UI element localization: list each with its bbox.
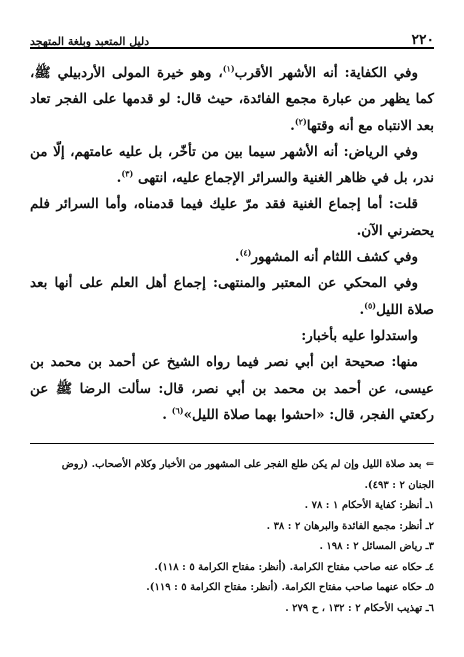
- footnote-item: ١ـ أنظر: كفاية الأحكام ١ : ٧٨ .: [304, 500, 434, 511]
- footnote-item: ٦ـ تهذيب الأحكام ٢ : ١٣٢ ، ح ٢٧٩ .: [285, 602, 434, 614]
- paragraph-end: .: [234, 249, 240, 266]
- paragraph-text: ، وهو خيرة المولى الأردبيلي ﷺ، كما يظهر من عبارة مجمع الفائدة، حيث قال: لو قدمها على الفجر تعاد بعد الانتباه مع أنه وقتها: [30, 65, 434, 134]
- paragraph-istadallu: واستدلوا عليه بأخبار:: [301, 327, 418, 344]
- header-rule: [30, 47, 434, 49]
- paragraph-end: .: [359, 301, 365, 318]
- paragraph-end: .: [116, 170, 122, 187]
- paragraph-text: وفي المحكي عن المعتبر والمنتهى: إجماع أهل العلم على أنها بعد صلاة الليل: [30, 275, 434, 318]
- footnotes: [40, 455, 434, 619]
- footnote-ref-5: (٥): [364, 300, 377, 311]
- running-title: دليل المتعبد وبلغة المتهجد: [30, 35, 150, 48]
- paragraph-kashf: [30, 244, 434, 270]
- paragraph-end: .: [162, 406, 167, 423]
- footnote-item: ٤ـ حكاه عنه صاحب مفتاح الكرامة. (أنظر: مفتاح الكرامة ٥ : ١١٨).: [154, 561, 434, 573]
- paragraph-kifaya: [30, 60, 434, 139]
- footnote-item: ٢ـ أنظر: مجمع الفائدة والبرهان ٢ : ٣٨ .: [266, 520, 434, 532]
- paragraph-riyad: [30, 139, 434, 192]
- paragraph-text: وفي كشف اللثام أنه المشهور: [251, 249, 418, 266]
- paragraph-end: .: [290, 117, 295, 134]
- footnote-ref-3: (٣): [121, 168, 134, 179]
- footnote-continuation-text: بعد صلاة الليل وإن لم يكن طلع الفجر على المشهور من الأخبار وكلام الأصحاب. (روض الجنان ٢ : ٤٩٣).: [61, 459, 434, 491]
- paragraph-minha: [30, 349, 434, 428]
- footnote-item: ٣ـ رياض المسائل ٢ : ١٩٨ .: [319, 541, 434, 552]
- paragraph-text: وفي الرياض: أنه الأشهر سيما بين من تأخّر، بل عليه عامتهم، إلّا من ندر، بل في ظاهر الغنية والسرائر الإجماع عليه، انتهى: [30, 143, 434, 187]
- paragraph-qultu: قلت: أما إجماع الغنية فقد مرّ عليك فيما قدمناه، وأما السرائر فلم يحضرني الآن.: [30, 196, 434, 239]
- main-text: [30, 60, 434, 428]
- footnote-item: ٥ـ حكاه عنهما صاحب مفتاح الكرامة. (أنظر: مفتاح الكرامة ٥ : ١١٩).: [146, 582, 434, 593]
- arrow-icon: ⇐: [425, 459, 434, 470]
- page-number: ٢٢٠: [411, 32, 434, 48]
- footnote-ref-4: (٤): [239, 247, 252, 258]
- footnote-continuation: [40, 455, 434, 496]
- footnote-ref-2: (٢): [294, 116, 307, 127]
- footnote-ref-1: (١): [222, 63, 235, 74]
- paragraph-muhtaki: [30, 270, 434, 323]
- paragraph-text: وفي الكفاية: أنه الأشهر الأقرب: [234, 65, 418, 81]
- footnote-rule: [30, 443, 434, 444]
- footnote-ref-6: (٦): [171, 405, 184, 416]
- paragraph-text: منها: صحيحة ابن أبي نصر فيما رواه الشيخ عن أحمد بن محمد بن عيسى، عن أحمد بن محمد بن أبي نصر، قال: سألت الرضا ﷺ عن ركعتي الفجر، قال: «احشوا بهما صلاة الليل»: [30, 354, 434, 423]
- page-header: [30, 26, 434, 48]
